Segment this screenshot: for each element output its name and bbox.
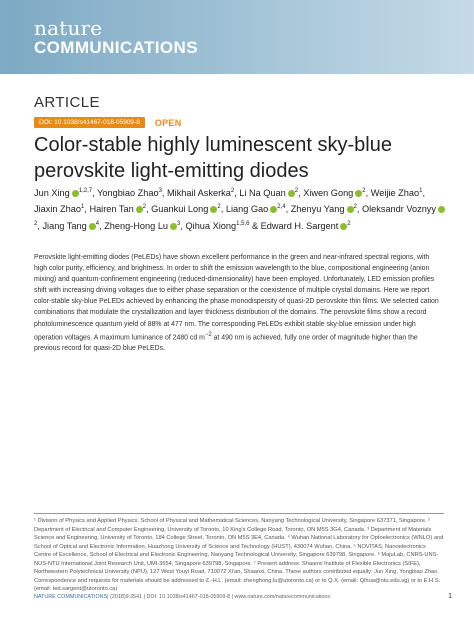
author-affil: 4: [95, 220, 100, 227]
affiliations-text-mid2: ) or to E.H.S. (email:: [34, 577, 441, 592]
author-name[interactable]: Zheng-Hong Lu: [104, 220, 169, 231]
author-affil: 1: [80, 204, 85, 211]
affiliations-text: ¹ Division of Physics and Applied Physics, School of Physical and Mathematical Sciences, Nanyang Technological University, Singapore 637371, Singapore. ² Department of Electrical and Computer Engineering, University of Toronto, 10 King's College Road, Toronto, ON M5S 3G4, Canada. ³ Department of Materials Science and Engineering, University of Toronto, 184 College Street, Toronto, ON M5S 3E4, Canada. ⁴ Wuhan National Laboratory for Optoelectronics (WNLO) and School of Optical and Electronic Information, Huazhong University of Science and Technology (HUST), 430074 Wuhan, China. ⁵ NOVITAS, Nanoelectronics Centre of Excellence, School of Electrical and Electronic Engineering, Nanyang Technological University, Singapore 639798, Singapore. ⁶ MajuLab, CNRS-UNS-NUS-NTU International Joint Research Unit, UMI-3654, Singapore 639798, Singapore. ⁷ Present address: Shaanxi Institute of Flexible Electronics (SIFE), Northwestern Polytechnical University (NPU), 127 West Youyi Road, 710072 Xi'an, Shaanxi, China. These authors contributed equally: Jun Xing, Yongbiao Zhao. Correspondence and requests for materials should be addressed to Z.-H.L. (email:: [34, 518, 444, 584]
abstract-text-end: at 490 nm is achieved, fully one order of magnitude higher than the previous record for quasi-2D blue PeLEDs.: [34, 333, 418, 353]
author-name[interactable]: Liang Gao: [225, 204, 269, 215]
author-name[interactable]: Jiang Tang: [42, 220, 87, 231]
author-affil: 2: [230, 188, 235, 194]
author-affil: 2: [294, 188, 299, 194]
author-affil: 2,4: [277, 204, 286, 211]
author-affil: 2: [34, 220, 38, 227]
page-footer: [34, 593, 452, 600]
author-name[interactable]: Li Na Quan: [239, 188, 286, 199]
orcid-icon[interactable]: [347, 206, 354, 213]
orcid-icon[interactable]: [89, 223, 96, 230]
orcid-icon[interactable]: [288, 190, 295, 197]
journal-logo[interactable]: [34, 18, 198, 56]
author-affil: 1: [419, 188, 423, 194]
author-name[interactable]: Jiaxin Zhao: [34, 204, 81, 215]
email-link[interactable]: zhenghong.lu@utoronto.ca: [243, 577, 312, 584]
orcid-icon[interactable]: [170, 223, 177, 230]
author-name[interactable]: Yongbiao Zhao: [97, 188, 159, 199]
affiliations: [34, 517, 444, 594]
author-name[interactable]: Hairen Tan: [89, 204, 134, 215]
author-name[interactable]: Weijie Zhao: [370, 188, 420, 199]
footer-citation: | (2018)9:3541 | DOI: 10.1038/s41467-018-05909-8 | www.nature.com/naturecommunications: [107, 594, 331, 600]
footer-journal[interactable]: NATURE COMMUNICATIONS: [34, 594, 108, 600]
author-affil: 3: [158, 188, 162, 194]
author-affil: 2: [362, 188, 366, 194]
doi-badge[interactable]: DOI: 10.1038/s41467-018-05909-8: [34, 117, 145, 128]
email-link[interactable]: ted.sargent@utoronto.ca: [52, 586, 116, 592]
orcid-icon[interactable]: [72, 190, 79, 197]
orcid-icon[interactable]: [136, 206, 143, 213]
author-list: Jun Xing $^{1,2,7}$, Yongbiao Zhao$^3$, Mikhail Askerka$^2$, Li Na Quan $^2$, Xiwen Gong $^2$, Weijie Zhao$^1$, Jiaxin Zhao$^1$, Hairen Tan $^2$, Guankui Long $^2$, Liang Gao $^{2,4}$, Zhenyu Yang $^2$, Oleksandr Voznyy$^2$, Jiang Tang $^4$, Zheng-Hong Lu $^3$, Qihua Xiong$^{1,5,6}$ & Edward H. Sargent $^2$: [34, 184, 446, 233]
author-name[interactable]: Edward H. Sargent: [260, 220, 339, 231]
logo-nature: nature: [34, 16, 103, 40]
logo-communications: COMMUNICATIONS: [34, 38, 198, 57]
author-name[interactable]: Mikhail Askerka: [167, 188, 231, 199]
author-name[interactable]: Guankui Long: [151, 204, 209, 215]
author-name[interactable]: Jun Xing: [34, 188, 70, 199]
author-name[interactable]: Qihua Xiong: [185, 220, 237, 231]
abstract-unit-sup: −2: [204, 331, 212, 338]
page-number: 1: [448, 593, 452, 600]
journal-header: [0, 0, 474, 74]
abstract: [34, 252, 444, 354]
affiliations-text-mid: ) or to Q.X. (email:: [311, 577, 360, 584]
article-type: ARTICLE: [34, 94, 100, 111]
article-title: Color-stable highly luminescent sky-blue perovskite light-emitting diodes: [34, 134, 392, 182]
author-affil: 2: [353, 204, 357, 211]
article-meta: [34, 117, 182, 128]
author-name[interactable]: Xiwen Gong: [303, 188, 354, 199]
footnote-divider: [34, 513, 444, 514]
author-name[interactable]: Oleksandr Voznyy: [361, 204, 436, 215]
open-access-label: OPEN: [154, 117, 182, 128]
author-affil: 2: [347, 220, 351, 227]
author-affil: 1,5,6: [236, 220, 250, 227]
author-affil: 1,2,7: [78, 188, 93, 194]
author-affil: 3: [177, 220, 181, 227]
author-affil: 2: [217, 204, 221, 211]
author-affil: 2: [142, 204, 147, 211]
email-link[interactable]: Qihua@ntu.edu.sg: [359, 577, 408, 584]
abstract-text: Perovskite light-emitting diodes (PeLEDs) have shown excellent performance in the green and near-infrared spectral regions, with high color purity, efficiency, and brightness. In order to shift the emission wavelength to the blue, compositional engineering (anion mixing) and quantum-confinement engineering (reduced-dimensionality) have been employed. Unfortunately, LED emission profiles shift with increasing driving voltages due to either phase separation or the coexistence of multiple crystal domains. Here we report color-stable sky-blue PeLEDs achieved by enhancing the phase monodispersity of quasi-2D perovskite thin films. We selected cation combinations that modulate the crystallization and layer thickness distribution of the domains. The perovskite films show a record photoluminescence quantum yield of 88% at 477 nm. The corresponding PeLEDs exhibit stable sky-blue emission under high operation voltages. A maximum luminance of 2480 cd m: [34, 254, 439, 341]
orcid-icon[interactable]: [438, 206, 445, 213]
affiliations-text-end: ): [115, 586, 118, 592]
author-name[interactable]: Zhenyu Yang: [290, 204, 345, 215]
